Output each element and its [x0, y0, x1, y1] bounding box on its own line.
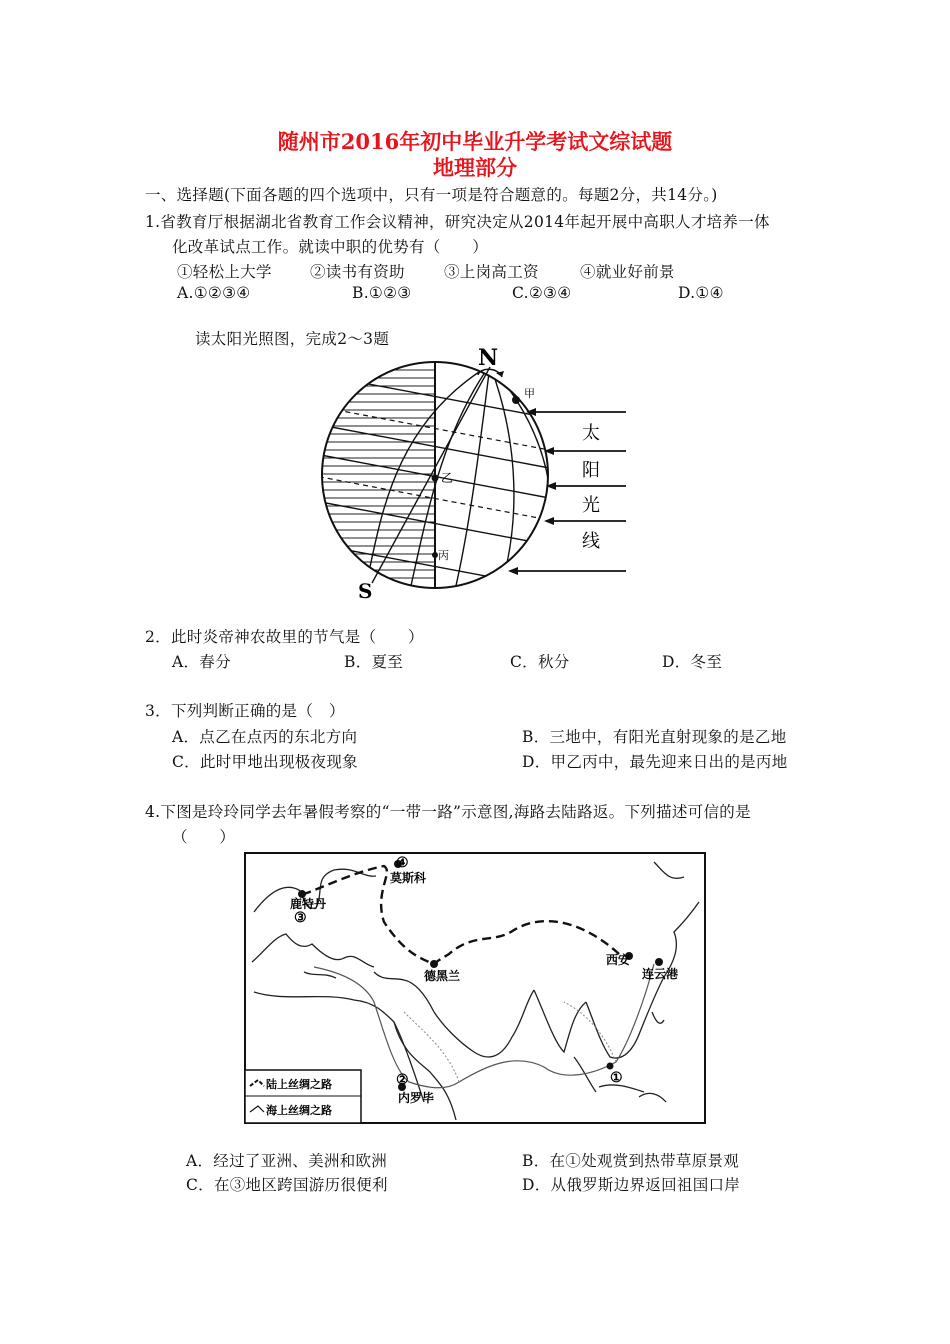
tehran-label: 德黑兰 [424, 969, 461, 983]
south-label: S [358, 579, 373, 603]
num-2: ② [396, 1072, 409, 1088]
q2-option-c: C．秋分 [510, 653, 570, 671]
page-title: 随州市2016年初中毕业升学考试文综试题 [277, 129, 673, 154]
q1-option-d: D.①④ [678, 284, 724, 302]
bing-label: 丙 [438, 549, 449, 562]
lianyungang-label: 连云港 [642, 967, 679, 981]
moscow-label: 莫斯科 [390, 871, 427, 885]
figure1-caption: 读太阳光照图，完成2～3题 [195, 330, 390, 348]
q1-item: ③上岗高工资 [444, 263, 539, 281]
belt-and-road-map [244, 852, 706, 1124]
sunlight-char: 太 [582, 423, 600, 444]
nairobi-label: 内罗毕 [398, 1091, 435, 1105]
num-1: ① [610, 1070, 623, 1086]
q3-option-c: C．此时甲地出现极夜现象 [172, 753, 358, 771]
earth-axis [372, 367, 490, 583]
sunlight-char: 阳 [582, 460, 600, 481]
q4-option-d: D．从俄罗斯边界返回祖国口岸 [522, 1176, 741, 1194]
lianyungang-point [655, 958, 663, 966]
q4-option-b: B．在①处观赏到热带草原景观 [522, 1152, 740, 1170]
xian-label: 西安 [606, 953, 631, 967]
section-heading: 一、选择题(下面各题的四个选项中，只有一项是符合题意的。每题2分，共14分。) [145, 186, 718, 204]
q4-stem-line2: （ ） [172, 828, 236, 846]
q1-item: ①轻松上大学 [177, 263, 272, 281]
legend-land-label: 陆上丝绸之路 [266, 1078, 332, 1091]
sunlight-char: 光 [582, 495, 600, 516]
point-yi [432, 475, 439, 482]
tehran-point [430, 960, 438, 968]
q2-option-b: B．夏至 [344, 653, 404, 671]
sunlight-globe-diagram [310, 345, 640, 605]
q1-item: ④就业好前景 [580, 263, 675, 281]
q1-item: ②读书有资助 [310, 263, 405, 281]
q4-stem-line1: 4.下图是玲玲同学去年暑假考察的“一带一路”示意图,海路去陆路返。下列描述可信的是 [145, 803, 751, 821]
sunlight-char: 线 [582, 531, 600, 552]
q3-option-a: A．点乙在点丙的东北方向 [172, 728, 358, 746]
point-1 [607, 1063, 614, 1070]
q2-option-d: D．冬至 [662, 653, 723, 671]
point-jia [512, 396, 520, 404]
north-label: N [478, 345, 499, 371]
q4-option-a: A．经过了亚洲、美洲和欧洲 [186, 1152, 388, 1170]
q3-stem: 3．下列判断正确的是（ ） [145, 702, 345, 720]
num-3: ③ [294, 910, 307, 926]
q1-option-b: B.①②③ [352, 284, 412, 302]
yi-label: 乙 [441, 471, 454, 485]
q4-option-c: C．在③地区跨国游历很便利 [186, 1176, 388, 1194]
q2-stem: 2．此时炎帝神农故里的节气是（ ） [145, 628, 424, 646]
q1-option-c: C.②③④ [512, 284, 572, 302]
q1-option-a: A.①②③④ [177, 284, 251, 302]
q3-option-d: D．甲乙丙中，最先迎来日出的是丙地 [522, 753, 788, 771]
map-legend [245, 1070, 361, 1123]
q1-stem-line2: 化改革试点工作。就读中职的优势有（ ） [172, 238, 489, 256]
num-4: ④ [396, 855, 409, 871]
rotterdam-label: 鹿特丹 [290, 897, 327, 911]
q1-stem-line1: 1.省教育厅根据湖北省教育工作会议精神，研究决定从2014年起开展中高职人才培养一体 [145, 213, 770, 231]
jia-label: 甲 [524, 387, 535, 400]
sunlight-arrows [510, 412, 626, 571]
legend-sea-label: 海上丝绸之路 [266, 1104, 332, 1117]
q2-option-a: A．春分 [172, 653, 231, 671]
q3-option-b: B．三地中，有阳光直射现象的是乙地 [522, 728, 787, 746]
page-subtitle: 地理部分 [433, 155, 517, 180]
